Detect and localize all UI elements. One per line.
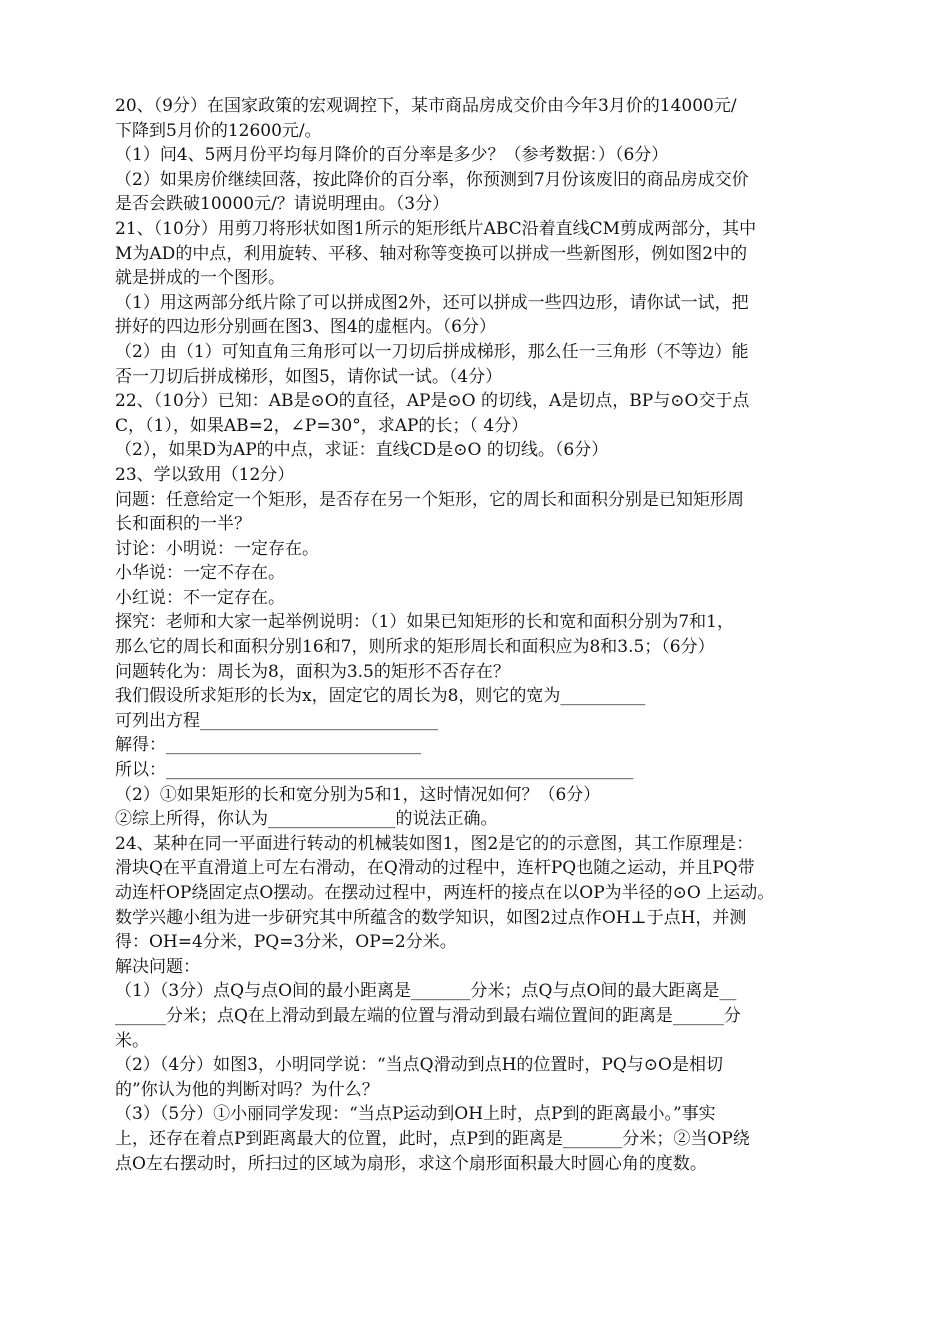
text-line: ______分米；点Q在上滑动到最左端的位置与滑动到最右端位置间的距离是______分 [115,1005,741,1026]
text-line: （2）（4分）如图3，小明同学说：“当点Q滑动到点H的位置时，PQ与⊙O是相切 [115,1055,723,1076]
text-line: （3）（5分）①小丽同学发现：“当点P运动到OH上时，点P到的距离最小。”事实 [115,1104,716,1125]
text-line: C，（1），如果AB=2，∠P=30°，求AP的长；（ 4分） [115,415,529,436]
text-line: 米。 [115,1030,149,1051]
text-line: 讨论：小明说：一定存在。 [115,538,319,559]
document-body [115,94,840,1176]
text-line: （2），如果D为AP的中点，求证：直线CD是⊙O 的切线。（6分） [115,440,609,461]
text-line: （2）由（1）可知直角三角形可以一刀切后拼成梯形，那么任一三角形（不等边）能 [115,341,749,362]
text-line: 小华说：一定不存在。 [115,563,285,584]
text-line: （2）如果房价继续回落，按此降价的百分率，你预测到7月份该废旧的商品房成交价 [115,169,749,190]
text-line: 否一刀切后拼成梯形，如图5，请你试一试。（4分） [115,366,503,387]
text-line: 动连杆OP绕固定点O摆动。在摆动过程中，两连杆的接点在以OP为半径的⊙O 上运动。 [115,883,775,903]
text-line: 问题转化为：周长为8，面积为3.5的矩形不否存在？ [115,661,510,682]
text-line: 22、（10分）已知：AB是⊙O的直径，AP是⊙O 的切线，A是切点，BP与⊙O交于点 [115,391,750,412]
text-line: 数学兴趣小组为进一步研究其中所蕴含的数学知识，如图2过点作OH⊥于点H，并测 [115,907,747,928]
text-line: 24、某种在同一平面进行转动的机械装如图1，图2是它的的示意图，其工作原理是： [115,833,754,854]
text-line: 20、（9分）在国家政策的宏观调控下，某市商品房成交价由今年3月价的14000元/ [115,96,737,116]
text-line: 问题：任意给定一个矩形，是否存在另一个矩形，它的周长和面积分别是已知矩形周 [115,489,744,510]
text-line: 解得：______________________________ [115,735,421,756]
text-line: 我们假设所求矩形的长为x，固定它的周长为8，则它的宽为__________ [115,686,646,707]
text-line: 是否会跌破10000元/？请说明理由。（3分） [115,194,450,215]
text-line: 滑块Q在平直滑道上可左右滑动，在Q滑动的过程中，连杆PQ也随之运动，并且PQ带 [115,858,755,879]
text-line: （1）问4、5两月份平均每月降价的百分率是多少？（参考数据：）（6分） [115,145,669,166]
text-line: 的”你认为他的判断对吗？为什么？ [115,1079,379,1100]
text-line: 就是拼成的一个图形。 [115,268,285,289]
text-line: M为AD的中点，利用旋转、平移、轴对称等变换可以拼成一些新图形，例如图2中的 [115,243,748,264]
text-line: 那么它的周长和面积分别16和7，则所求的矩形周长和面积应为8和3.5；（6分） [115,637,715,658]
text-line: 点O左右摆动时，所扫过的区域为扇形，求这个扇形面积最大时圆心角的度数。 [115,1153,707,1174]
text-line: 长和面积的一半？ [115,514,251,535]
text-line: 23、学以致用（12分） [115,464,295,485]
text-line: 21、（10分）用剪刀将形状如图1所示的矩形纸片ABC沿着直线CM剪成两部分，其中 [115,218,757,239]
text-line: （1）用这两部分纸片除了可以拼成图2外，还可以拼成一些四边形，请你试一试，把 [115,292,749,313]
text-line: 小红说：不一定存在。 [115,587,285,608]
text-line: （1）（3分）点Q与点O间的最小距离是_______分米；点Q与点O间的最大距离是__ [115,981,737,1002]
text-line: （2）①如果矩形的长和宽分别为5和1，这时情况如何？（6分） [115,784,601,805]
text-line: 拼好的四边形分别画在图3、图4的虚框内。（6分） [115,317,496,338]
text-line: 所以：_______________________________________________________ [115,760,634,781]
text-line: 探究：老师和大家一起举例说明：（1）如果已知矩形的长和宽和面积分别为7和1， [115,612,734,633]
text-line: 可列出方程____________________________ [115,710,438,731]
text-line: ②综上所得，你认为_______________的说法正确。 [115,809,498,830]
text-line: 解决问题： [115,956,200,977]
text-line: 上，还存在着点P到距离最大的位置，此时，点P到的距离是_______分米；②当OP绕 [115,1128,750,1149]
text-line: 下降到5月价的12600元/。 [115,120,322,141]
text-line: 得：OH=4分米，PQ=3分米，OP=2分米。 [115,932,457,953]
